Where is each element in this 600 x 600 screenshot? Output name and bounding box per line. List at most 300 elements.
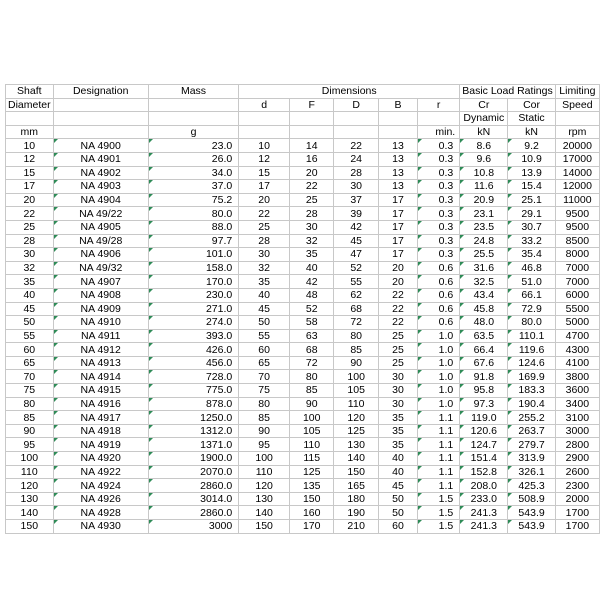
cell-load-cor[interactable]: 13.9 <box>508 166 555 180</box>
cell-designation[interactable]: NA 49/28 <box>53 234 148 248</box>
cell-dim-F[interactable]: 58 <box>290 316 334 330</box>
cell-load-cor[interactable]: 183.3 <box>508 384 555 398</box>
cell-load-cr[interactable]: 91.8 <box>460 370 508 384</box>
cell-dim-D[interactable]: 37 <box>334 193 378 207</box>
cell-dim-F[interactable]: 28 <box>290 207 334 221</box>
cell-dim-r[interactable]: 0.3 <box>418 207 460 221</box>
cell-dim-D[interactable]: 72 <box>334 316 378 330</box>
cell-load-cr[interactable]: 152.8 <box>460 465 508 479</box>
cell-load-cr[interactable]: 43.4 <box>460 288 508 302</box>
cell-mass[interactable]: 456.0 <box>148 356 238 370</box>
cell-shaft-diameter[interactable]: 70 <box>6 370 54 384</box>
cell-mass[interactable]: 101.0 <box>148 248 238 262</box>
cell-dim-B[interactable]: 40 <box>378 465 417 479</box>
cell-limiting-speed[interactable]: 2000 <box>555 492 599 506</box>
cell-load-cor[interactable]: 9.2 <box>508 139 555 153</box>
cell-dim-F[interactable]: 90 <box>290 397 334 411</box>
cell-limiting-speed[interactable]: 5500 <box>555 302 599 316</box>
cell-dim-F[interactable]: 68 <box>290 343 334 357</box>
cell-dim-r[interactable]: 1.0 <box>418 384 460 398</box>
cell-designation[interactable]: NA 4900 <box>53 139 148 153</box>
cell-limiting-speed[interactable]: 1700 <box>555 506 599 520</box>
cell-dim-B[interactable]: 50 <box>378 506 417 520</box>
cell-designation[interactable]: NA 4917 <box>53 411 148 425</box>
cell-dim-B[interactable]: 25 <box>378 356 417 370</box>
cell-designation[interactable]: NA 4928 <box>53 506 148 520</box>
cell-dim-B[interactable]: 13 <box>378 139 417 153</box>
cell-dim-d[interactable]: 15 <box>239 166 290 180</box>
cell-mass[interactable]: 75.2 <box>148 193 238 207</box>
header-B[interactable]: B <box>378 98 417 112</box>
cell-dim-F[interactable]: 30 <box>290 220 334 234</box>
cell-dim-D[interactable]: 55 <box>334 275 378 289</box>
cell-dim-F[interactable]: 63 <box>290 329 334 343</box>
cell-load-cr[interactable]: 45.8 <box>460 302 508 316</box>
cell-load-cor[interactable]: 124.6 <box>508 356 555 370</box>
cell-load-cor[interactable]: 263.7 <box>508 424 555 438</box>
cell-dim-F[interactable]: 100 <box>290 411 334 425</box>
cell-mass[interactable]: 393.0 <box>148 329 238 343</box>
cell-designation[interactable]: NA 4908 <box>53 288 148 302</box>
header-cor[interactable]: Cor <box>508 98 555 112</box>
cell-dim-r[interactable]: 1.0 <box>418 329 460 343</box>
cell-dim-r[interactable]: 1.1 <box>418 424 460 438</box>
cell-shaft-diameter[interactable]: 80 <box>6 397 54 411</box>
empty-cell[interactable] <box>148 98 238 112</box>
cell-dim-d[interactable]: 75 <box>239 384 290 398</box>
cell-limiting-speed[interactable]: 2600 <box>555 465 599 479</box>
cell-mass[interactable]: 97.7 <box>148 234 238 248</box>
cell-limiting-speed[interactable]: 7000 <box>555 261 599 275</box>
cell-mass[interactable]: 1312.0 <box>148 424 238 438</box>
header-F[interactable]: F <box>290 98 334 112</box>
cell-dim-d[interactable]: 65 <box>239 356 290 370</box>
cell-dim-D[interactable]: 52 <box>334 261 378 275</box>
cell-shaft-diameter[interactable]: 28 <box>6 234 54 248</box>
cell-dim-d[interactable]: 20 <box>239 193 290 207</box>
cell-load-cr[interactable]: 67.6 <box>460 356 508 370</box>
empty-cell[interactable] <box>555 112 599 126</box>
cell-load-cor[interactable]: 80.0 <box>508 316 555 330</box>
cell-limiting-speed[interactable]: 9500 <box>555 220 599 234</box>
cell-mass[interactable]: 158.0 <box>148 261 238 275</box>
cell-limiting-speed[interactable]: 1700 <box>555 520 599 534</box>
cell-mass[interactable]: 37.0 <box>148 180 238 194</box>
cell-limiting-speed[interactable]: 2800 <box>555 438 599 452</box>
cell-load-cr[interactable]: 48.0 <box>460 316 508 330</box>
cell-load-cr[interactable]: 24.8 <box>460 234 508 248</box>
header-unit-mm[interactable]: mm <box>6 125 54 139</box>
cell-limiting-speed[interactable]: 8500 <box>555 234 599 248</box>
cell-mass[interactable]: 426.0 <box>148 343 238 357</box>
cell-limiting-speed[interactable]: 4700 <box>555 329 599 343</box>
cell-mass[interactable]: 2070.0 <box>148 465 238 479</box>
header-mass[interactable]: Mass <box>148 85 238 99</box>
cell-designation[interactable]: NA 4902 <box>53 166 148 180</box>
cell-load-cr[interactable]: 95.8 <box>460 384 508 398</box>
cell-dim-F[interactable]: 32 <box>290 234 334 248</box>
cell-load-cr[interactable]: 11.6 <box>460 180 508 194</box>
cell-mass[interactable]: 230.0 <box>148 288 238 302</box>
cell-mass[interactable]: 3000 <box>148 520 238 534</box>
cell-dim-B[interactable]: 17 <box>378 207 417 221</box>
cell-mass[interactable]: 775.0 <box>148 384 238 398</box>
cell-dim-r[interactable]: 0.6 <box>418 275 460 289</box>
cell-load-cor[interactable]: 15.4 <box>508 180 555 194</box>
cell-limiting-speed[interactable]: 4100 <box>555 356 599 370</box>
cell-limiting-speed[interactable]: 17000 <box>555 152 599 166</box>
cell-dim-d[interactable]: 55 <box>239 329 290 343</box>
cell-limiting-speed[interactable]: 3800 <box>555 370 599 384</box>
header-static[interactable]: Static <box>508 112 555 126</box>
cell-load-cor[interactable]: 25.1 <box>508 193 555 207</box>
cell-load-cor[interactable]: 425.3 <box>508 479 555 493</box>
cell-dim-D[interactable]: 30 <box>334 180 378 194</box>
cell-load-cr[interactable]: 8.6 <box>460 139 508 153</box>
cell-load-cor[interactable]: 33.2 <box>508 234 555 248</box>
cell-load-cr[interactable]: 120.6 <box>460 424 508 438</box>
empty-cell[interactable] <box>334 125 378 139</box>
header-shaft[interactable]: Shaft <box>6 85 54 99</box>
cell-dim-D[interactable]: 28 <box>334 166 378 180</box>
cell-dim-d[interactable]: 120 <box>239 479 290 493</box>
cell-designation[interactable]: NA 4910 <box>53 316 148 330</box>
cell-dim-F[interactable]: 52 <box>290 302 334 316</box>
cell-dim-d[interactable]: 10 <box>239 139 290 153</box>
cell-limiting-speed[interactable]: 3400 <box>555 397 599 411</box>
cell-dim-B[interactable]: 45 <box>378 479 417 493</box>
empty-cell[interactable] <box>53 98 148 112</box>
cell-designation[interactable]: NA 4914 <box>53 370 148 384</box>
header-unit-rpm[interactable]: rpm <box>555 125 599 139</box>
cell-dim-B[interactable]: 30 <box>378 397 417 411</box>
cell-dim-B[interactable]: 22 <box>378 288 417 302</box>
cell-dim-F[interactable]: 25 <box>290 193 334 207</box>
cell-load-cor[interactable]: 66.1 <box>508 288 555 302</box>
cell-dim-r[interactable]: 0.3 <box>418 139 460 153</box>
cell-dim-F[interactable]: 160 <box>290 506 334 520</box>
cell-mass[interactable]: 728.0 <box>148 370 238 384</box>
cell-dim-F[interactable]: 40 <box>290 261 334 275</box>
cell-limiting-speed[interactable]: 4300 <box>555 343 599 357</box>
cell-load-cor[interactable]: 46.8 <box>508 261 555 275</box>
header-r[interactable]: r <box>418 98 460 112</box>
cell-dim-D[interactable]: 22 <box>334 139 378 153</box>
cell-dim-d[interactable]: 45 <box>239 302 290 316</box>
cell-dim-D[interactable]: 100 <box>334 370 378 384</box>
cell-dim-d[interactable]: 50 <box>239 316 290 330</box>
cell-dim-D[interactable]: 120 <box>334 411 378 425</box>
cell-dim-B[interactable]: 25 <box>378 343 417 357</box>
cell-dim-r[interactable]: 1.5 <box>418 506 460 520</box>
cell-dim-d[interactable]: 22 <box>239 207 290 221</box>
cell-load-cor[interactable]: 543.9 <box>508 506 555 520</box>
cell-dim-d[interactable]: 17 <box>239 180 290 194</box>
cell-designation[interactable]: NA 4920 <box>53 452 148 466</box>
cell-dim-B[interactable]: 13 <box>378 180 417 194</box>
cell-mass[interactable]: 878.0 <box>148 397 238 411</box>
header-diameter[interactable]: Diameter <box>6 98 54 112</box>
cell-designation[interactable]: NA 4911 <box>53 329 148 343</box>
cell-dim-r[interactable]: 0.6 <box>418 316 460 330</box>
cell-dim-F[interactable]: 80 <box>290 370 334 384</box>
cell-designation[interactable]: NA 4919 <box>53 438 148 452</box>
cell-load-cor[interactable]: 35.4 <box>508 248 555 262</box>
cell-dim-F[interactable]: 170 <box>290 520 334 534</box>
header-D[interactable]: D <box>334 98 378 112</box>
cell-load-cr[interactable]: 9.6 <box>460 152 508 166</box>
cell-limiting-speed[interactable]: 14000 <box>555 166 599 180</box>
empty-cell[interactable] <box>290 125 334 139</box>
cell-limiting-speed[interactable]: 7000 <box>555 275 599 289</box>
cell-dim-r[interactable]: 1.0 <box>418 397 460 411</box>
cell-shaft-diameter[interactable]: 150 <box>6 520 54 534</box>
cell-mass[interactable]: 80.0 <box>148 207 238 221</box>
cell-dim-D[interactable]: 180 <box>334 492 378 506</box>
cell-designation[interactable]: NA 4916 <box>53 397 148 411</box>
cell-dim-B[interactable]: 22 <box>378 316 417 330</box>
cell-dim-D[interactable]: 130 <box>334 438 378 452</box>
cell-load-cr[interactable]: 20.9 <box>460 193 508 207</box>
cell-load-cr[interactable]: 124.7 <box>460 438 508 452</box>
cell-designation[interactable]: NA 4907 <box>53 275 148 289</box>
cell-shaft-diameter[interactable]: 10 <box>6 139 54 153</box>
header-speed[interactable]: Speed <box>555 98 599 112</box>
header-unit-kn-static[interactable]: kN <box>508 125 555 139</box>
cell-dim-F[interactable]: 48 <box>290 288 334 302</box>
cell-dim-D[interactable]: 150 <box>334 465 378 479</box>
cell-dim-F[interactable]: 115 <box>290 452 334 466</box>
cell-shaft-diameter[interactable]: 60 <box>6 343 54 357</box>
cell-shaft-diameter[interactable]: 12 <box>6 152 54 166</box>
cell-dim-r[interactable]: 0.3 <box>418 248 460 262</box>
cell-load-cr[interactable]: 10.8 <box>460 166 508 180</box>
cell-mass[interactable]: 1371.0 <box>148 438 238 452</box>
cell-shaft-diameter[interactable]: 55 <box>6 329 54 343</box>
cell-shaft-diameter[interactable]: 25 <box>6 220 54 234</box>
cell-designation[interactable]: NA 4905 <box>53 220 148 234</box>
cell-dim-F[interactable]: 125 <box>290 465 334 479</box>
cell-dim-r[interactable]: 0.6 <box>418 302 460 316</box>
cell-dim-B[interactable]: 17 <box>378 234 417 248</box>
cell-dim-D[interactable]: 62 <box>334 288 378 302</box>
cell-dim-B[interactable]: 20 <box>378 261 417 275</box>
cell-load-cor[interactable]: 10.9 <box>508 152 555 166</box>
cell-limiting-speed[interactable]: 3600 <box>555 384 599 398</box>
cell-limiting-speed[interactable]: 2300 <box>555 479 599 493</box>
cell-load-cr[interactable]: 25.5 <box>460 248 508 262</box>
cell-dim-F[interactable]: 105 <box>290 424 334 438</box>
cell-dim-D[interactable]: 105 <box>334 384 378 398</box>
cell-limiting-speed[interactable]: 8000 <box>555 248 599 262</box>
cell-dim-r[interactable]: 1.0 <box>418 370 460 384</box>
header-dynamic[interactable]: Dynamic <box>460 112 508 126</box>
cell-load-cor[interactable]: 51.0 <box>508 275 555 289</box>
cell-dim-B[interactable]: 30 <box>378 384 417 398</box>
cell-dim-D[interactable]: 140 <box>334 452 378 466</box>
header-unit-min[interactable]: min. <box>418 125 460 139</box>
cell-shaft-diameter[interactable]: 50 <box>6 316 54 330</box>
cell-dim-B[interactable]: 13 <box>378 152 417 166</box>
cell-shaft-diameter[interactable]: 90 <box>6 424 54 438</box>
empty-cell[interactable] <box>53 125 148 139</box>
cell-dim-F[interactable]: 110 <box>290 438 334 452</box>
empty-cell[interactable] <box>239 125 290 139</box>
cell-mass[interactable]: 34.0 <box>148 166 238 180</box>
cell-mass[interactable]: 170.0 <box>148 275 238 289</box>
cell-load-cor[interactable]: 543.9 <box>508 520 555 534</box>
cell-dim-D[interactable]: 47 <box>334 248 378 262</box>
cell-load-cor[interactable]: 190.4 <box>508 397 555 411</box>
header-limiting[interactable]: Limiting <box>555 85 599 99</box>
cell-dim-B[interactable]: 25 <box>378 329 417 343</box>
cell-load-cr[interactable]: 97.3 <box>460 397 508 411</box>
cell-limiting-speed[interactable]: 9500 <box>555 207 599 221</box>
cell-mass[interactable]: 2860.0 <box>148 506 238 520</box>
cell-designation[interactable]: NA 4901 <box>53 152 148 166</box>
cell-dim-r[interactable]: 1.0 <box>418 343 460 357</box>
cell-mass[interactable]: 88.0 <box>148 220 238 234</box>
cell-load-cor[interactable]: 169.9 <box>508 370 555 384</box>
cell-dim-B[interactable]: 22 <box>378 302 417 316</box>
cell-mass[interactable]: 271.0 <box>148 302 238 316</box>
cell-load-cor[interactable]: 72.9 <box>508 302 555 316</box>
header-cr[interactable]: Cr <box>460 98 508 112</box>
cell-dim-d[interactable]: 80 <box>239 397 290 411</box>
cell-shaft-diameter[interactable]: 35 <box>6 275 54 289</box>
cell-load-cr[interactable]: 23.5 <box>460 220 508 234</box>
cell-dim-D[interactable]: 80 <box>334 329 378 343</box>
cell-shaft-diameter[interactable]: 140 <box>6 506 54 520</box>
cell-shaft-diameter[interactable]: 120 <box>6 479 54 493</box>
cell-shaft-diameter[interactable]: 17 <box>6 180 54 194</box>
cell-load-cr[interactable]: 233.0 <box>460 492 508 506</box>
cell-designation[interactable]: NA 4903 <box>53 180 148 194</box>
cell-shaft-diameter[interactable]: 65 <box>6 356 54 370</box>
empty-cell[interactable] <box>239 112 290 126</box>
cell-dim-d[interactable]: 60 <box>239 343 290 357</box>
cell-dim-r[interactable]: 1.5 <box>418 520 460 534</box>
cell-mass[interactable]: 2860.0 <box>148 479 238 493</box>
cell-dim-D[interactable]: 85 <box>334 343 378 357</box>
cell-dim-d[interactable]: 30 <box>239 248 290 262</box>
cell-shaft-diameter[interactable]: 32 <box>6 261 54 275</box>
cell-dim-D[interactable]: 125 <box>334 424 378 438</box>
cell-shaft-diameter[interactable]: 95 <box>6 438 54 452</box>
cell-dim-B[interactable]: 30 <box>378 370 417 384</box>
cell-designation[interactable]: NA 49/32 <box>53 261 148 275</box>
header-d[interactable]: d <box>239 98 290 112</box>
header-unit-g[interactable]: g <box>148 125 238 139</box>
cell-designation[interactable]: NA 4906 <box>53 248 148 262</box>
cell-limiting-speed[interactable]: 6000 <box>555 288 599 302</box>
cell-dim-r[interactable]: 0.6 <box>418 288 460 302</box>
cell-load-cor[interactable]: 313.9 <box>508 452 555 466</box>
empty-cell[interactable] <box>148 112 238 126</box>
cell-dim-r[interactable]: 1.1 <box>418 479 460 493</box>
cell-dim-d[interactable]: 150 <box>239 520 290 534</box>
cell-dim-B[interactable]: 35 <box>378 438 417 452</box>
cell-dim-r[interactable]: 0.3 <box>418 152 460 166</box>
cell-load-cor[interactable]: 119.6 <box>508 343 555 357</box>
cell-dim-F[interactable]: 42 <box>290 275 334 289</box>
cell-load-cor[interactable]: 255.2 <box>508 411 555 425</box>
cell-load-cr[interactable]: 151.4 <box>460 452 508 466</box>
cell-dim-D[interactable]: 110 <box>334 397 378 411</box>
cell-dim-d[interactable]: 25 <box>239 220 290 234</box>
cell-dim-d[interactable]: 12 <box>239 152 290 166</box>
cell-mass[interactable]: 3014.0 <box>148 492 238 506</box>
cell-dim-B[interactable]: 17 <box>378 248 417 262</box>
cell-dim-r[interactable]: 0.6 <box>418 261 460 275</box>
cell-shaft-diameter[interactable]: 45 <box>6 302 54 316</box>
cell-designation[interactable]: NA 4904 <box>53 193 148 207</box>
cell-dim-D[interactable]: 165 <box>334 479 378 493</box>
cell-designation[interactable]: NA 4912 <box>53 343 148 357</box>
cell-shaft-diameter[interactable]: 85 <box>6 411 54 425</box>
cell-shaft-diameter[interactable]: 75 <box>6 384 54 398</box>
cell-load-cor[interactable]: 326.1 <box>508 465 555 479</box>
cell-load-cr[interactable]: 66.4 <box>460 343 508 357</box>
cell-dim-r[interactable]: 0.3 <box>418 234 460 248</box>
cell-designation[interactable]: NA 4922 <box>53 465 148 479</box>
cell-mass[interactable]: 26.0 <box>148 152 238 166</box>
cell-dim-r[interactable]: 0.3 <box>418 193 460 207</box>
cell-load-cor[interactable]: 110.1 <box>508 329 555 343</box>
cell-dim-d[interactable]: 70 <box>239 370 290 384</box>
cell-load-cor[interactable]: 30.7 <box>508 220 555 234</box>
cell-mass[interactable]: 23.0 <box>148 139 238 153</box>
cell-dim-B[interactable]: 60 <box>378 520 417 534</box>
cell-dim-B[interactable]: 17 <box>378 220 417 234</box>
cell-designation[interactable]: NA 4918 <box>53 424 148 438</box>
cell-load-cr[interactable]: 32.5 <box>460 275 508 289</box>
header-unit-kn-dynamic[interactable]: kN <box>460 125 508 139</box>
cell-dim-r[interactable]: 0.3 <box>418 166 460 180</box>
cell-shaft-diameter[interactable]: 130 <box>6 492 54 506</box>
header-basic-load-ratings[interactable]: Basic Load Ratings <box>460 85 555 99</box>
cell-load-cr[interactable]: 241.3 <box>460 506 508 520</box>
cell-dim-d[interactable]: 100 <box>239 452 290 466</box>
cell-dim-r[interactable]: 1.1 <box>418 452 460 466</box>
empty-cell[interactable] <box>378 125 417 139</box>
cell-designation[interactable]: NA 4924 <box>53 479 148 493</box>
cell-designation[interactable]: NA 4926 <box>53 492 148 506</box>
cell-dim-d[interactable]: 35 <box>239 275 290 289</box>
cell-dim-r[interactable]: 0.3 <box>418 220 460 234</box>
cell-dim-d[interactable]: 130 <box>239 492 290 506</box>
cell-dim-F[interactable]: 150 <box>290 492 334 506</box>
cell-load-cor[interactable]: 29.1 <box>508 207 555 221</box>
cell-dim-B[interactable]: 35 <box>378 411 417 425</box>
cell-dim-B[interactable]: 50 <box>378 492 417 506</box>
cell-shaft-diameter[interactable]: 20 <box>6 193 54 207</box>
cell-limiting-speed[interactable]: 3100 <box>555 411 599 425</box>
cell-dim-d[interactable]: 140 <box>239 506 290 520</box>
cell-mass[interactable]: 274.0 <box>148 316 238 330</box>
cell-dim-D[interactable]: 24 <box>334 152 378 166</box>
cell-designation[interactable]: NA 49/22 <box>53 207 148 221</box>
cell-designation[interactable]: NA 4909 <box>53 302 148 316</box>
header-dimensions[interactable]: Dimensions <box>239 85 460 99</box>
cell-dim-r[interactable]: 1.0 <box>418 356 460 370</box>
cell-dim-D[interactable]: 90 <box>334 356 378 370</box>
cell-designation[interactable]: NA 4930 <box>53 520 148 534</box>
cell-dim-D[interactable]: 42 <box>334 220 378 234</box>
cell-load-cor[interactable]: 279.7 <box>508 438 555 452</box>
cell-load-cr[interactable]: 31.6 <box>460 261 508 275</box>
cell-dim-F[interactable]: 85 <box>290 384 334 398</box>
